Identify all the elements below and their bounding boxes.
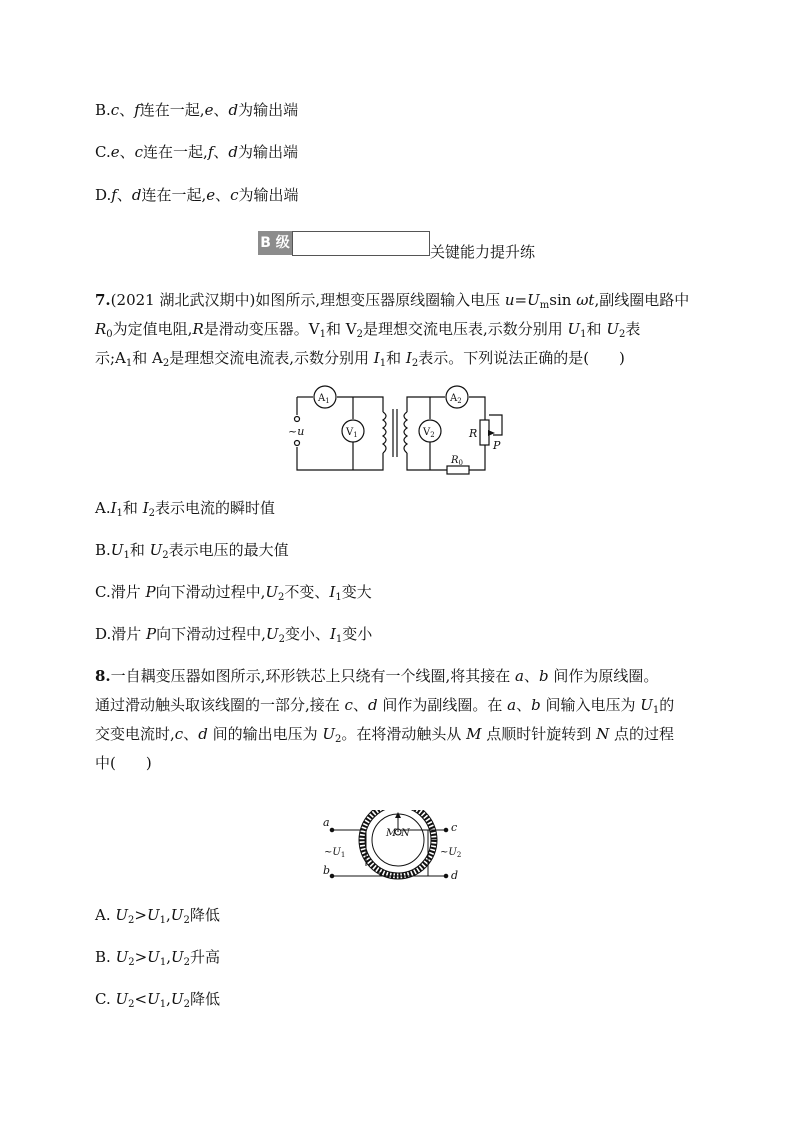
source-label: ~u [288, 425, 305, 438]
q7-option-b: $B.U_1$和 $U_2$表示电压的最大值 [95, 541, 289, 561]
point-m: M [386, 828, 397, 839]
q7-line-2: $R_0$为定值电阻,R是滑动变压器。$V_1$和 $V_2$是理想交流电压表,示数分别用 $U_1$和 $U_2$表 [95, 320, 641, 340]
q7-option-d: D.滑片 P向下滑动过程中$,U_2$变小、$I_1$变小 [95, 625, 373, 645]
q8-option-b: B. $U_2>U_1,U_2$升高 [95, 948, 221, 968]
q7-circuit-diagram [285, 385, 510, 480]
banner-label: 关键能力提升练 [430, 243, 536, 261]
q7-option-c: C.滑片 P向下滑动过程中$,U_2$不变、$I_1$变大 [95, 583, 372, 603]
q7-option-a: $A.I_1$和 $I_2$表示电流的瞬时值 [95, 499, 276, 519]
r0-label: $R_0$ [451, 455, 463, 467]
terminal-d: d [451, 869, 459, 882]
q8-line-4: 中( ) [95, 754, 152, 772]
a1-label: $A_1$ [318, 393, 330, 405]
rheostat-label: R [469, 427, 478, 440]
a2-label: $A_2$ [450, 393, 462, 405]
point-n: N [401, 828, 410, 839]
slider-label: P [493, 439, 501, 452]
option-c: C.e、c连在一起,f、d为输出端 [95, 143, 299, 161]
option-b: B.c、f连在一起,e、d为输出端 [95, 101, 299, 119]
v1-label: $V_1$ [346, 427, 358, 439]
terminal-a: a [323, 816, 330, 829]
q8-line-1: 8.一自耦变压器如图所示,环形铁芯上只绕有一个线圈,将其接在 a、b 间作为原线圈。 [95, 667, 659, 685]
q7-line-3: 示$;A_1$和 $A_2$是理想交流电流表,示数分别用 $I_1$和 $I_2$表示。下列说法正确的是( ) [95, 349, 625, 369]
q8-line-3: 交变电流时,c、d 间的输出电压为 $U_2$。在将滑动触头从 M 点顺时针旋转到 N 点的过程 [95, 725, 674, 745]
q8-option-c: C. $U_2<U_1,U_2$降低 [95, 990, 220, 1010]
q8-line-2: 通过滑动触头取该线圈的一部分,接在 c、d 间作为副线圈。在 a、b 间输入电压为 $U_1$的 [95, 696, 675, 716]
terminal-c: c [451, 821, 458, 834]
banner-box [292, 231, 430, 256]
v2-label: $V_2$ [423, 427, 435, 439]
option-d: D.f、d连在一起,e、c为输出端 [95, 186, 299, 204]
terminal-b: b [323, 864, 331, 877]
level-badge: B 级 [258, 231, 292, 255]
output-voltage-label: $\sim U_2$ [440, 847, 462, 859]
q8-option-a: A. $U_2>U_1,U_2$降低 [95, 906, 220, 926]
input-voltage-label: $\sim U_1$ [324, 847, 346, 859]
q7-line-1: 7.(2021 湖北武汉期中)如图所示,理想变压器原线圈输入电压 $u=U_m\sin$ ωt,副线圈电路中 [95, 291, 690, 311]
q8-autotransformer-diagram [318, 810, 478, 888]
